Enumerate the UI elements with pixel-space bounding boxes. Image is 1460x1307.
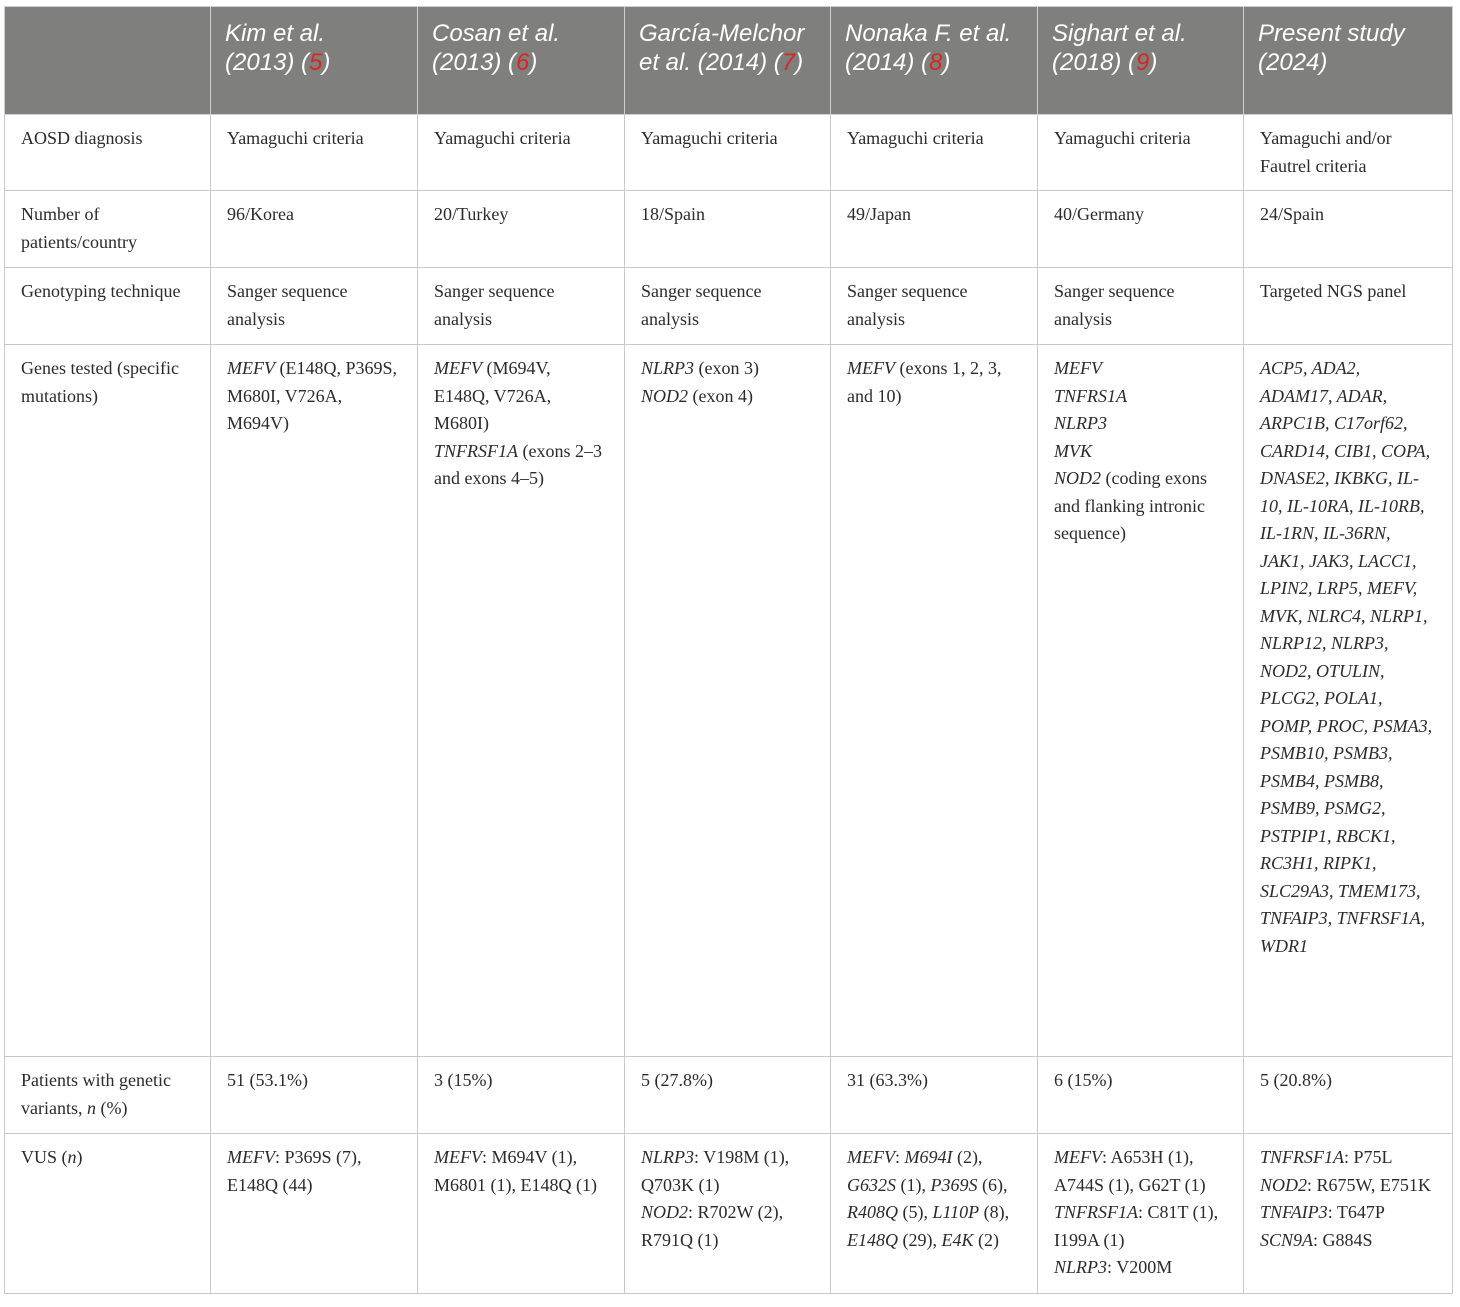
header-kim-2013: Kim et al. (2013) (5) xyxy=(211,7,418,115)
gene-name: MEFV xyxy=(227,358,275,378)
table-cell: 20/Turkey xyxy=(418,191,625,268)
gene-name: MEFV xyxy=(434,358,482,378)
gene-name: NOD2 xyxy=(1260,1174,1308,1195)
table-cell: Sanger sequence analysis xyxy=(831,268,1038,345)
gene-name: TNFRSF1A xyxy=(1260,1147,1344,1167)
studies-comparison-table xyxy=(4,6,1453,1294)
gene-name: NLRP3 xyxy=(1054,413,1108,433)
row-label: Number of patients/country xyxy=(5,191,211,268)
table-cell: MEFV: A653H (1), A744S (1), G62T (1) TNFRSF1A: C81T (1), I199A (1) NLRP3: V200M xyxy=(1038,1134,1244,1294)
gene-name: TNFRS1A xyxy=(1054,385,1128,406)
row-label: Genes tested (specific mutations) xyxy=(5,345,211,1057)
gene-name: MEFV xyxy=(847,1147,895,1167)
row-label: AOSD diagnosis xyxy=(5,115,211,191)
gene-name: MEFV xyxy=(434,1147,482,1167)
table-cell: Yamaguchi criteria xyxy=(831,115,1038,191)
gene-name: NLRP3 xyxy=(641,1147,695,1167)
gene-panel-list: ACP5, ADA2, ADAM17, ADAR, ARPC1B, C17orf62, CARD14, CIB1, COPA, DNASE2, IKBKG, IL-10, IL-10RA, IL-10RB, IL-1RN, IL-36RN, JAK1, JAK3, LACC1, LPIN2, LRP5, MEFV, MVK, NLRC4, NLRP1, NLRP12, NLRP3, NOD2, OTULIN, PLCG2, POLA1, POMP, PROC, PSMA3, PSMB10, PSMB3, PSMB4, PSMB8, PSMB9, PSMG2, PSTPIP1, RBCK1, RC3H1, RIPK1, SLC29A3, TMEM173, TNFAIP3, TNFRSF1A, WDR1 xyxy=(1244,345,1453,1057)
gene-name: NLRP3 xyxy=(1054,1257,1108,1277)
gene-name: MEFV xyxy=(1054,358,1102,378)
table-cell: Sanger sequence analysis xyxy=(418,268,625,345)
row-label: VUS (n) xyxy=(5,1134,211,1294)
header-garcia-melchor-2014: García-Melchor et al. (2014) (7) xyxy=(625,7,831,115)
gene-name: MEFV xyxy=(227,1147,275,1167)
table-cell: 5 (20.8%) xyxy=(1244,1057,1453,1134)
row-label: Patients with genetic variants, n (%) xyxy=(5,1057,211,1134)
table-cell: MEFV TNFRS1A NLRP3 MVK NOD2 (coding exons and flanking intronic sequence) xyxy=(1038,345,1244,1057)
table-cell: 96/Korea xyxy=(211,191,418,268)
table-cell: MEFV (E148Q, P369S, M680I, V726A, M694V) xyxy=(211,345,418,1057)
table-cell: Sanger sequence analysis xyxy=(625,268,831,345)
gene-name: NOD2 xyxy=(641,1202,689,1222)
table-cell: TNFRSF1A: P75L NOD2: R675W, E751K TNFAIP3: T647P SCN9A: G884S xyxy=(1244,1134,1453,1294)
table-row-genes-tested xyxy=(5,345,1453,1057)
table-cell: Yamaguchi criteria xyxy=(625,115,831,191)
header-empty-cell xyxy=(5,7,211,115)
table-cell: Yamaguchi criteria xyxy=(1038,115,1244,191)
row-label: Genotyping technique xyxy=(5,268,211,345)
gene-name: NOD2 xyxy=(641,385,689,406)
table-cell: MEFV: M694I (2), G632S (1), P369S (6), R408Q (5), L110P (8), E148Q (29), E4K (2) xyxy=(831,1134,1038,1294)
table-cell: 40/Germany xyxy=(1038,191,1244,268)
comparison-table-container xyxy=(4,6,1456,1294)
gene-name: MVK xyxy=(1054,440,1092,461)
gene-name: NLRP3 xyxy=(641,358,695,378)
table-cell: MEFV: P369S (7), E148Q (44) xyxy=(211,1134,418,1294)
reference-link[interactable]: 9 xyxy=(1136,49,1150,76)
table-cell: Sanger sequence analysis xyxy=(211,268,418,345)
table-cell: NLRP3: V198M (1), Q703K (1) NOD2: R702W (2), R791Q (1) xyxy=(625,1134,831,1294)
table-cell: Yamaguchi and/or Fautrel criteria xyxy=(1244,115,1453,191)
table-row-genotyping-technique xyxy=(5,268,1453,345)
header-row xyxy=(5,7,1453,115)
table-cell: MEFV: M694V (1), M6801 (1), E148Q (1) xyxy=(418,1134,625,1294)
table-cell: 18/Spain xyxy=(625,191,831,268)
table-cell: 31 (63.3%) xyxy=(831,1057,1038,1134)
table-row-patients-country xyxy=(5,191,1453,268)
table-cell: 6 (15%) xyxy=(1038,1057,1244,1134)
table-row-aosd-diagnosis xyxy=(5,115,1453,191)
table-cell: MEFV (exons 1, 2, 3, and 10) xyxy=(831,345,1038,1057)
header-present-study-2024: Present study (2024) xyxy=(1244,7,1453,115)
table-cell: MEFV (M694V, E148Q, V726A, M680I) TNFRSF1A (exons 2–3 and exons 4–5) xyxy=(418,345,625,1057)
table-row-vus xyxy=(5,1134,1453,1294)
gene-name: SCN9A xyxy=(1260,1229,1314,1250)
table-cell: Targeted NGS panel xyxy=(1244,268,1453,345)
table-cell: Sanger sequence analysis xyxy=(1038,268,1244,345)
reference-link[interactable]: 6 xyxy=(516,49,530,76)
gene-name: TNFRSF1A xyxy=(1054,1202,1138,1222)
gene-name: NOD2 xyxy=(1054,468,1102,488)
header-cosan-2013: Cosan et al. (2013) (6) xyxy=(418,7,625,115)
table-cell: 3 (15%) xyxy=(418,1057,625,1134)
table-cell: 5 (27.8%) xyxy=(625,1057,831,1134)
header-sighart-2018: Sighart et al. (2018) (9) xyxy=(1038,7,1244,115)
table-cell: NLRP3 (exon 3) NOD2 (exon 4) xyxy=(625,345,831,1057)
gene-name: TNFRSF1A xyxy=(434,440,518,461)
header-nonaka-2014: Nonaka F. et al. (2014) (8) xyxy=(831,7,1038,115)
table-cell: 51 (53.1%) xyxy=(211,1057,418,1134)
table-row-patients-with-variants xyxy=(5,1057,1453,1134)
table-cell: Yamaguchi criteria xyxy=(418,115,625,191)
gene-name: MEFV xyxy=(1054,1147,1102,1167)
table-cell: 24/Spain xyxy=(1244,191,1453,268)
gene-name: TNFAIP3 xyxy=(1260,1202,1328,1222)
table-cell: Yamaguchi criteria xyxy=(211,115,418,191)
gene-name: MEFV xyxy=(847,358,895,378)
reference-link[interactable]: 5 xyxy=(309,49,323,76)
table-cell: 49/Japan xyxy=(831,191,1038,268)
reference-link[interactable]: 7 xyxy=(781,49,796,76)
reference-link[interactable]: 8 xyxy=(929,49,943,76)
